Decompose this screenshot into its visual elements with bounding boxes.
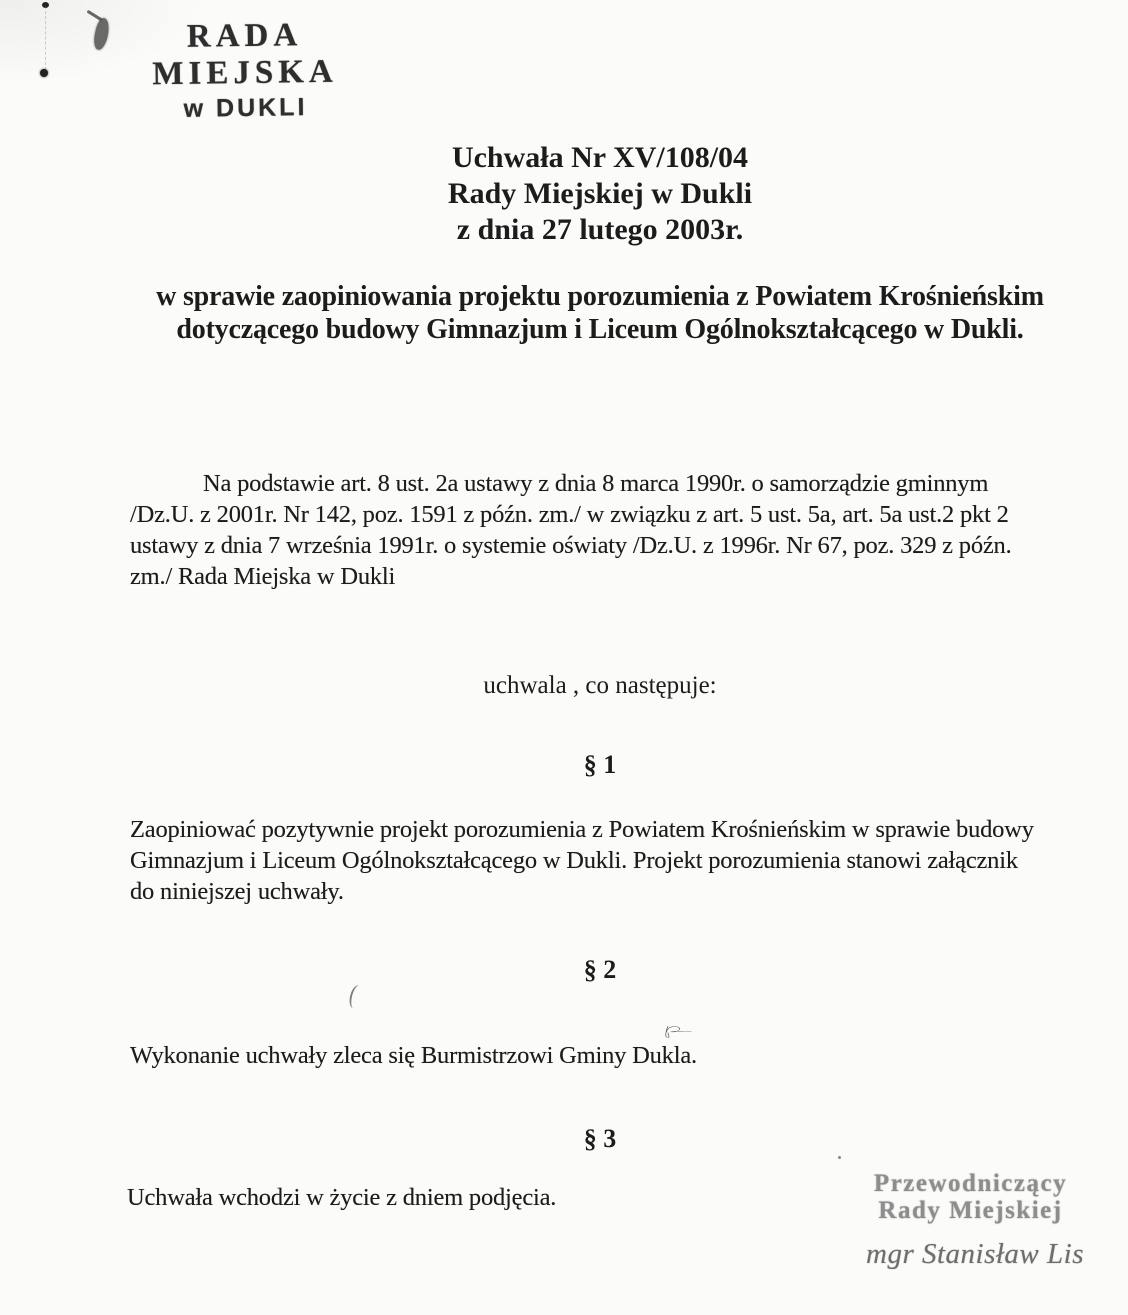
enacting-formula: uchwala , co następuje: (483, 672, 717, 699)
legal-basis-line: zm./ Rada Miejska w Dukli (130, 563, 396, 590)
subject-line: dotyczącego budowy Gimnazjum i Liceum Ogólnokształcącego w Dukli. (176, 314, 1024, 345)
resolution-number: Uchwała Nr XV/108/04 (451, 141, 749, 174)
legal-basis-line: ustawy z dnia 7 września 1991r. o systemie oświaty /Dz.U. z 1996r. Nr 67, poz. 329 z późn. (130, 532, 1012, 559)
section-2-heading: § 2 (583, 955, 617, 984)
section-1-paragraph (130, 814, 1034, 907)
resolution-date: z dnia 27 lutego 2003r. (456, 213, 744, 246)
section-1-line: do niniejszej uchwały. (130, 878, 344, 905)
subject-line: w sprawie zaopiniowania projektu porozumienia z Powiatem Krośnieńskim (156, 281, 1044, 312)
signatory-name: mgr Stanisław Lis (866, 1238, 1084, 1270)
legal-basis-line: Na podstawie art. 8 ust. 2a ustawy z dnia 8 marca 1990r. o samorządzie gminnym (203, 470, 989, 497)
scan-artifact (838, 1156, 841, 1159)
section-1-line: Gimnazjum i Liceum Ogólnokształcącego w Dukli. Projekt porozumienia stanowi załącznik (130, 847, 1018, 874)
legal-basis-line: /Dz.U. z 2001r. Nr 142, poz. 1591 z późn. zm./ w związku z art. 5 ust. 5a, art. 5a ust.2 pkt 2 (130, 501, 1009, 528)
section-3-heading: § 3 (583, 1124, 617, 1153)
legal-basis-paragraph (130, 468, 1012, 592)
resolution-subject (72, 280, 1128, 346)
section-1-line: Zaopiniować pozytywnie projekt porozumienia z Powiatem Krośnieńskim w sprawie budowy (130, 816, 1034, 843)
scan-artifact (40, 69, 48, 77)
resolution-title (72, 140, 1128, 248)
signature-role-line: Przewodniczący (873, 1170, 1068, 1197)
council-stamp-place: w DUKLI (183, 93, 308, 123)
section-1-heading: § 1 (583, 750, 617, 779)
council-stamp-name: RADA MIEJSKA (152, 17, 338, 93)
section-2-paragraph (130, 1040, 697, 1071)
signature-role-line: Rady Miejskiej (878, 1197, 1063, 1224)
section-2-line: Wykonanie uchwały zleca się Burmistrzowi Gminy Dukla. (130, 1042, 697, 1069)
council-stamp (99, 16, 390, 125)
resolution-issuer: Rady Miejskiej w Dukli (447, 177, 753, 210)
scan-artifact (45, 6, 46, 70)
section-3-line: Uchwała wchodzi w życie z dniem podjęcia. (127, 1184, 557, 1211)
section-3-paragraph (127, 1182, 556, 1213)
scan-artifact (347, 984, 365, 1010)
